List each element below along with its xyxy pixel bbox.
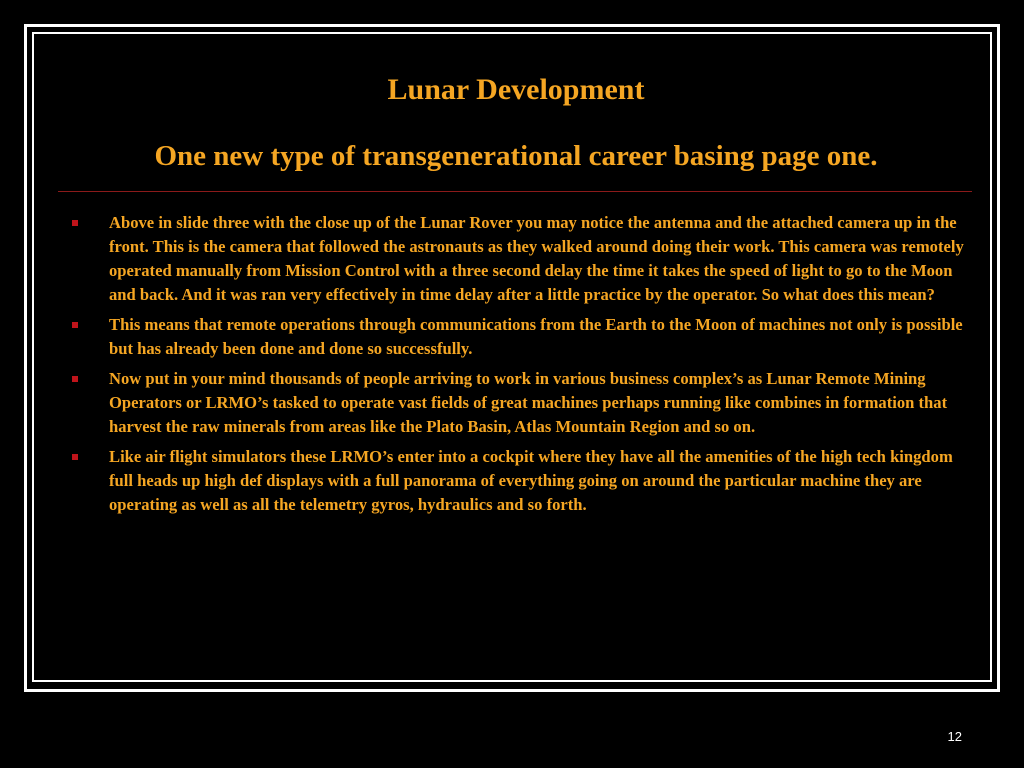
- title-divider: [58, 191, 972, 192]
- square-bullet-icon: [72, 454, 78, 460]
- bullet-list: [70, 211, 970, 523]
- bullet-text: Now put in your mind thousands of people arriving to work in various business complex’s as Lunar Remote Mining Operators or LRMO’s tasked to operate vast fields of great machines perhaps running like combines in formation that harvest the raw minerals from areas like the Plato Basin, Atlas Mountain Region and so on.: [109, 369, 948, 436]
- bullet-text: This means that remote operations through communications from the Earth to the Moon of machines not only is possible but has already been done and done so successfully.: [109, 315, 963, 358]
- bullet-text: Above in slide three with the close up of the Lunar Rover you may notice the antenna and the attached camera up in the front. This is the camera that followed the astronauts as they walked around doing their work. This camera was remotely operated manually from Mission Control with a three second delay the time it takes the speed of light to go to the Moon and back. And it was ran very effectively in time delay after a little practice by the operator. So what does this mean?: [109, 213, 964, 304]
- bullet-item: [70, 367, 970, 439]
- slide-subtitle: One new type of transgenerational career basing page one.: [154, 140, 878, 172]
- square-bullet-icon: [72, 322, 78, 328]
- bullet-item: [70, 211, 970, 307]
- page-number: 12: [947, 729, 962, 744]
- square-bullet-icon: [72, 376, 78, 382]
- square-bullet-icon: [72, 220, 78, 226]
- bullet-item: [70, 445, 970, 517]
- bullet-item: [70, 313, 970, 361]
- slide-title: Lunar Development: [387, 73, 645, 106]
- bullet-text: Like air flight simulators these LRMO’s enter into a cockpit where they have all the amenities of the high tech kingdom full heads up high def displays with a full panorama of everything going on around the particular machine they are operating as well as all the telemetry gyros, hydraulics and so forth.: [109, 447, 953, 514]
